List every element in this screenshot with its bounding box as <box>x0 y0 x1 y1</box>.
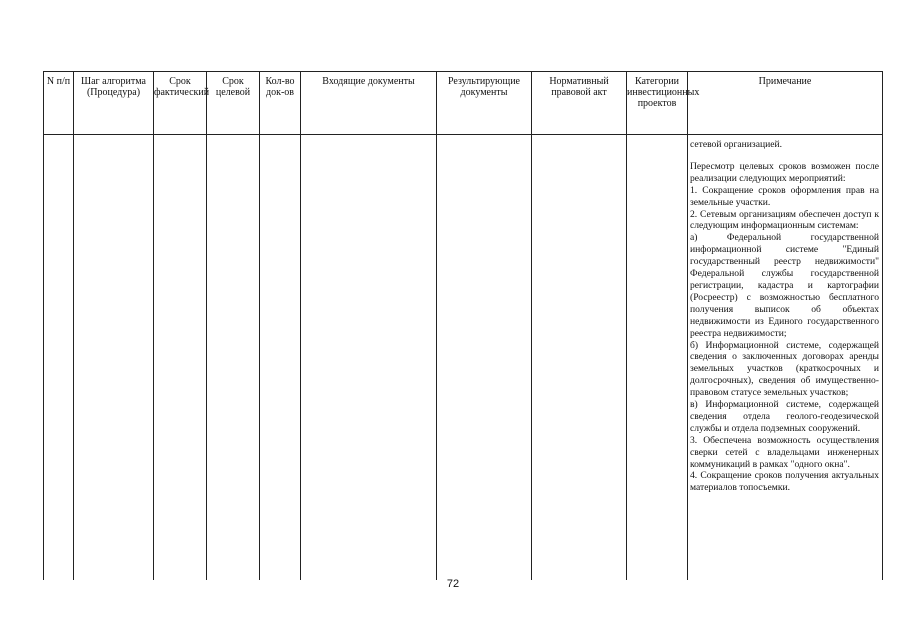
note-line: в) Информационной системе, содержащей сведения отдела геолого-геодезической службы и отдела подземных сооружений. <box>690 399 879 434</box>
document-table-container <box>43 71 882 580</box>
cell-project-categories <box>627 135 688 581</box>
note-line: сетевой организацией. <box>690 139 783 150</box>
header-note: Примечание <box>688 72 883 135</box>
note-line: 4. Сокращение сроков получения актуальных материалов топосъемки. <box>690 470 879 494</box>
header-step: Шаг алгоритма (Процедура) <box>74 72 154 135</box>
cell-number <box>44 135 74 581</box>
header-row <box>44 72 883 135</box>
cell-target-term <box>207 135 260 581</box>
note-line: а) Федеральной государственной информационной системе "Единый государственный реестр недвижимости" Федеральной службы государственной регистрации, кадастра и картографии (Росреестр) с возможностью бесплатного получения выписок об объектах недвижимости из Единого государственного реестра недвижимости; <box>690 232 879 339</box>
note-spacer <box>690 151 879 161</box>
header-number: N п/п <box>44 72 74 135</box>
cell-incoming-docs <box>301 135 437 581</box>
note-line: б) Информационной системе, содержащей сведения о заключенных договорах аренды земельных участков (краткосрочных и долгосрочных), сведения об имущественно-правовом статусе земельных участков; <box>690 339 879 399</box>
cell-legal-act <box>532 135 627 581</box>
header-target-term: Срок целевой <box>207 72 260 135</box>
note-line: 3. Обеспечена возможность осуществления сверки сетей с владельцами инженерных коммуникаций в рамках "одного окна". <box>690 434 879 470</box>
cell-step <box>74 135 154 581</box>
note-text <box>688 135 882 494</box>
cell-actual-term <box>154 135 207 581</box>
header-incoming-docs: Входящие документы <box>301 72 437 135</box>
cell-note <box>688 135 883 581</box>
note-line: 2. Сетевым организациям обеспечен доступ к следующим информационным системам: <box>690 208 879 232</box>
header-resulting-docs: Результирующие документы <box>437 72 532 135</box>
header-project-categories: Категории инвестиционных проектов <box>627 72 688 135</box>
cell-doc-count <box>260 135 301 581</box>
header-actual-term: Срок фактический <box>154 72 207 135</box>
header-legal-act: Нормативный правовой акт <box>532 72 627 135</box>
table-row <box>44 135 883 581</box>
algorithm-table <box>43 71 883 580</box>
note-line: Пересмотр целевых сроков возможен после реализации следующих мероприятий: <box>690 160 879 184</box>
cell-resulting-docs <box>437 135 532 581</box>
header-doc-count: Кол-во док-ов <box>260 72 301 135</box>
note-line: 1. Сокращение сроков оформления прав на земельные участки. <box>690 184 879 208</box>
page-number: 72 <box>446 578 460 590</box>
